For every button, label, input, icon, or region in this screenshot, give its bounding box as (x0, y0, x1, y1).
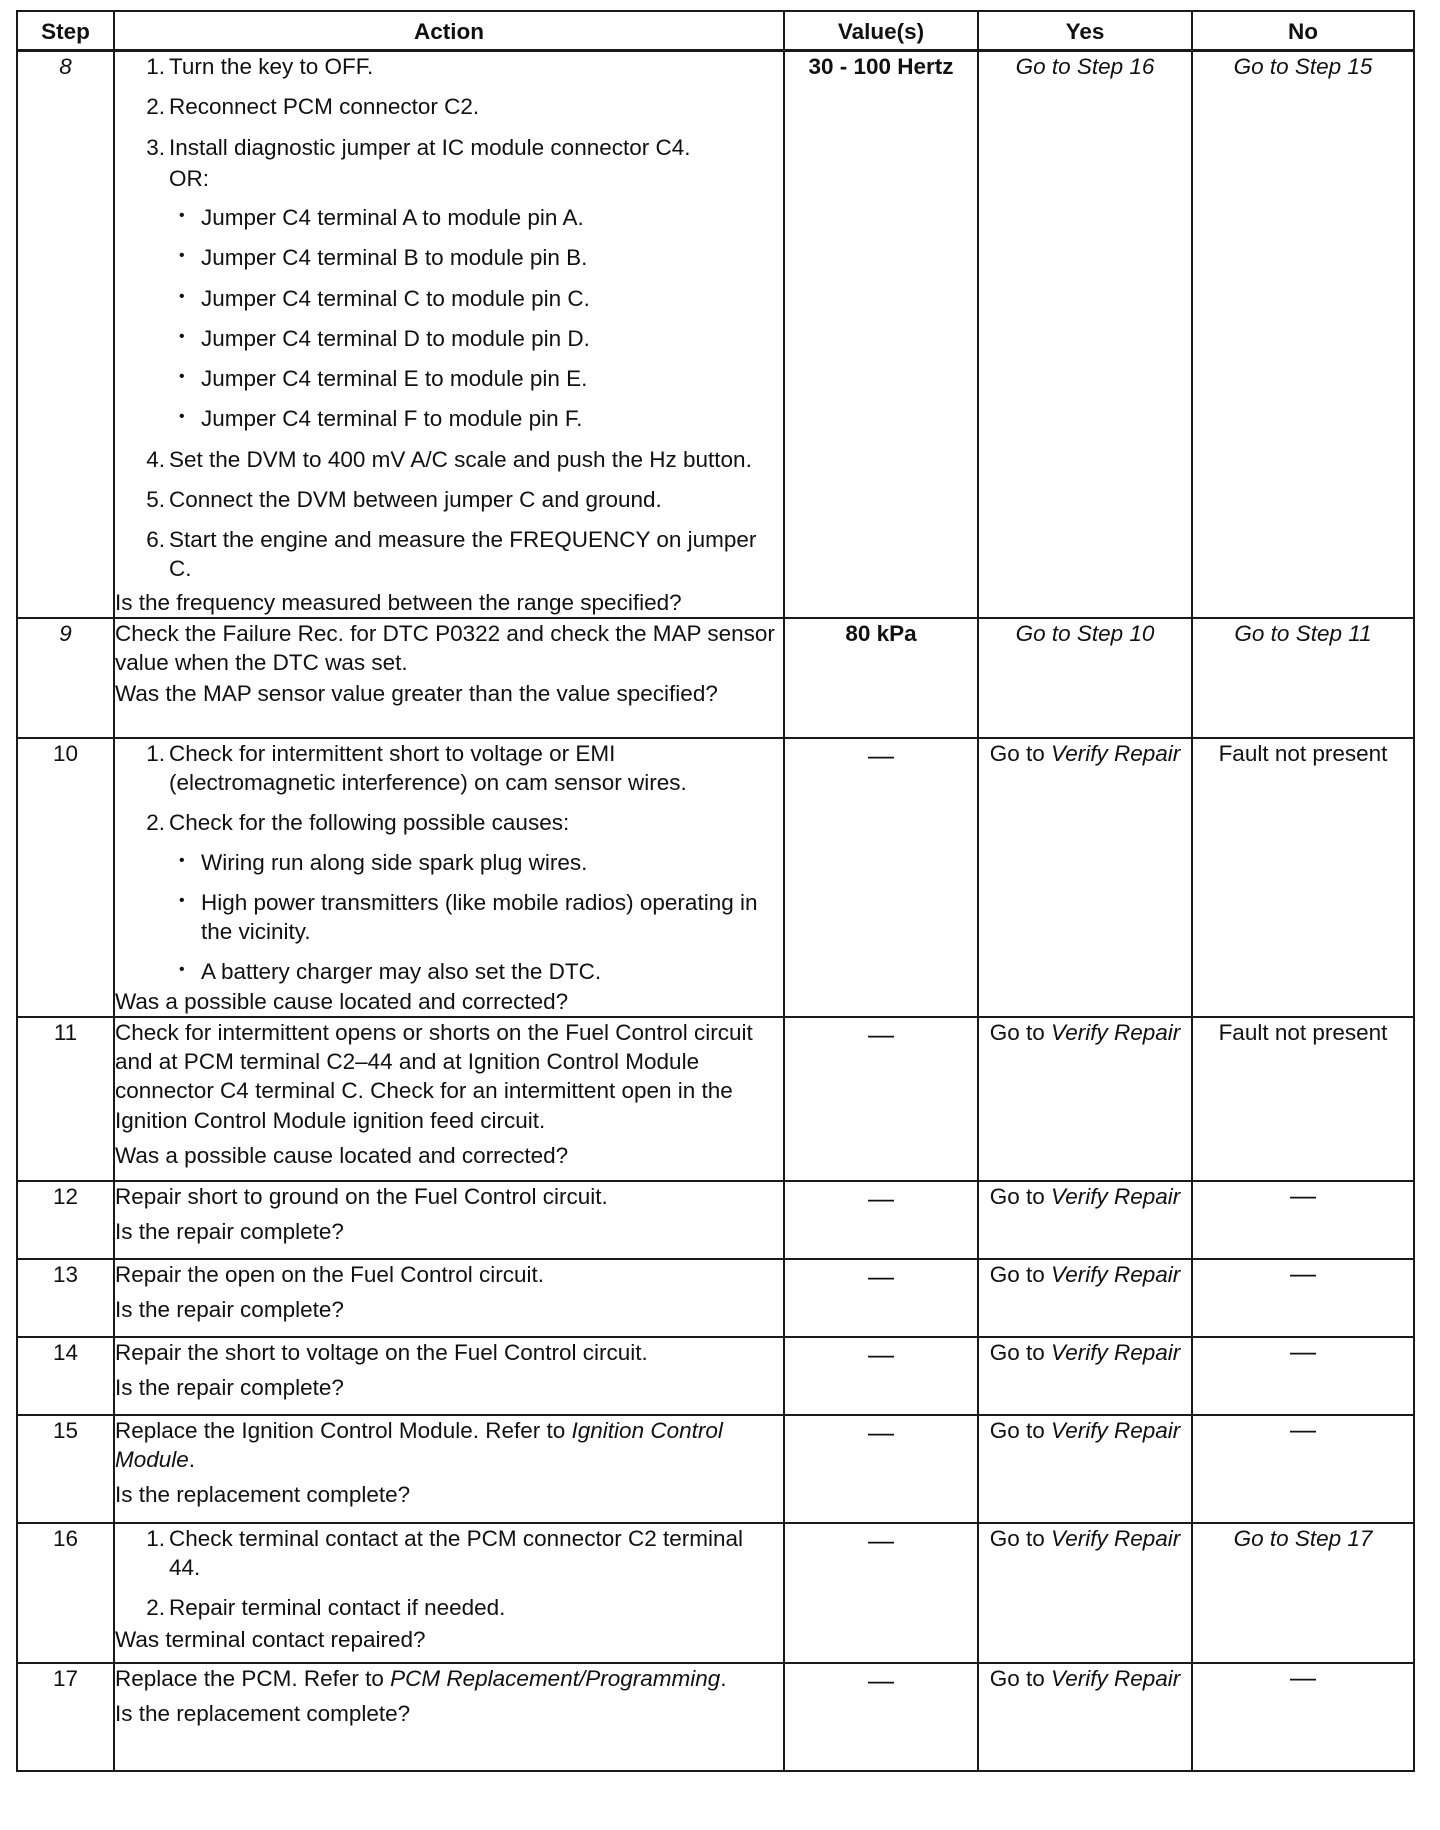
value-cell: — (784, 1017, 978, 1181)
table-body (17, 51, 1414, 1771)
pcm-replacement-programming-link[interactable]: PCM Replacement/Programming (390, 1665, 721, 1691)
step-text: Connect the DVM between jumper C and ground. (169, 486, 662, 512)
step-num: 6. (146, 527, 165, 552)
step-number: 10 (17, 738, 114, 1017)
step-num: 1. (146, 740, 165, 766)
step-num: 4. (146, 446, 165, 472)
no-cell: Fault not present (1192, 738, 1414, 1017)
action-question: Was a possible cause located and corrected? (115, 988, 569, 1014)
value-cell: — (784, 1663, 978, 1771)
action-question: Was a possible cause located and corrected? (115, 1142, 569, 1168)
step-text: Set the DVM to 400 mV A/C scale and push the Hz button. (169, 446, 752, 472)
action-question: Was terminal contact repaired? (115, 1626, 426, 1652)
bullet-item: • Jumper C4 terminal A to module pin A. (201, 203, 779, 232)
value-cell: — (784, 1415, 978, 1523)
no-cell: — (1192, 1337, 1414, 1415)
no-cell: Go to Step 17 (1192, 1523, 1414, 1663)
bullet-item: • A battery charger may also set the DTC. (201, 957, 779, 986)
action-step (146, 1524, 783, 1583)
action-cell (114, 1181, 784, 1259)
action-step (146, 525, 783, 584)
yes-cell (978, 1017, 1192, 1181)
value-cell: — (784, 1181, 978, 1259)
header-values: Value(s) (784, 11, 978, 51)
no-cell: — (1192, 1181, 1414, 1259)
value-cell: — (784, 738, 978, 1017)
step-text: Repair terminal contact if needed. (169, 1595, 506, 1621)
header-no: No (1192, 11, 1414, 51)
verify-repair-link[interactable]: Verify Repair (1051, 1183, 1181, 1209)
step-number: 13 (17, 1259, 114, 1337)
header-yes: Yes (978, 11, 1192, 51)
bullet-item: • Jumper C4 terminal F to module pin F. (201, 404, 779, 433)
step-num: 1. (146, 54, 165, 79)
bullet-item: • Jumper C4 terminal E to module pin E. (201, 364, 779, 393)
step-text: Install diagnostic jumper at IC module connector C4. (169, 134, 691, 160)
action-steps (115, 1524, 783, 1623)
step-num: 3. (146, 134, 165, 160)
header-action: Action (114, 11, 784, 51)
step-subtext: OR: (169, 165, 210, 191)
table-row-step-8 (17, 51, 1414, 618)
step-text: Turn the key to OFF. (169, 54, 374, 79)
yes-prefix: Go to (989, 1665, 1045, 1691)
yes-prefix: Go to (989, 1261, 1045, 1287)
step-number: 15 (17, 1415, 114, 1523)
bullet-item: • Jumper C4 terminal D to module pin D. (201, 324, 779, 353)
action-step (146, 92, 783, 121)
action-question: Is the repair complete? (115, 1297, 344, 1322)
table-row-step-13 (17, 1259, 1414, 1337)
step-number: 14 (17, 1337, 114, 1415)
action-step (146, 739, 783, 798)
action-text-prefix: Replace the PCM. Refer to (115, 1665, 384, 1691)
action-steps (115, 739, 783, 987)
yes-prefix: Go to (989, 1417, 1045, 1443)
no-cell: Go to Step 11 (1192, 618, 1414, 738)
ignition-control-module-link[interactable]: Ignition Control Module (115, 1417, 723, 1472)
action-cell (114, 1337, 784, 1415)
action-text-suffix: . (720, 1665, 727, 1691)
bullet-list (169, 848, 779, 987)
step-number: 9 (17, 618, 114, 738)
table-row-step-16 (17, 1523, 1414, 1663)
value-cell: — (784, 1523, 978, 1663)
step-num: 2. (146, 94, 165, 120)
header-step: Step (17, 11, 114, 51)
yes-cell (978, 1337, 1192, 1415)
no-cell: — (1192, 1259, 1414, 1337)
step-num: 1. (146, 1525, 165, 1551)
step-text: Check terminal contact at the PCM connector C2 terminal 44. (169, 1525, 743, 1580)
step-number: 11 (17, 1017, 114, 1181)
value-cell: — (784, 1337, 978, 1415)
action-question: Is the replacement complete? (115, 1482, 411, 1508)
table-row-step-12 (17, 1181, 1414, 1259)
step-number: 16 (17, 1523, 114, 1663)
verify-repair-link[interactable]: Verify Repair (1051, 1417, 1181, 1443)
step-num: 5. (146, 486, 165, 512)
diagnostic-page (16, 10, 1413, 1772)
bullet-item: • Jumper C4 terminal B to module pin B. (201, 243, 779, 272)
no-cell: — (1192, 1663, 1414, 1771)
yes-cell: Go to Step 16 (978, 51, 1192, 618)
table-row-step-9 (17, 618, 1414, 738)
value-cell: 30 - 100 Hertz (784, 51, 978, 618)
action-cell (114, 618, 784, 738)
table-row-step-15 (17, 1415, 1414, 1523)
bullet-item: • Jumper C4 terminal C to module pin C. (201, 284, 779, 313)
action-question: Was the MAP sensor value greater than the value specified? (115, 681, 718, 707)
action-cell (114, 738, 784, 1017)
action-cell (114, 51, 784, 618)
table-row-step-10 (17, 738, 1414, 1017)
yes-cell (978, 1663, 1192, 1771)
action-text: Check the Failure Rec. for DTC P0322 and check the MAP sensor value when the DTC was set. (115, 620, 775, 675)
action-question: Is the repair complete? (115, 1375, 344, 1400)
yes-prefix: Go to (989, 740, 1045, 766)
action-cell (114, 1663, 784, 1771)
yes-prefix: Go to (989, 1525, 1045, 1551)
verify-repair-link[interactable]: Verify Repair (1051, 740, 1181, 766)
step-text: Check for intermittent short to voltage or EMI (electromagnetic interference) on cam sensor wires. (169, 740, 687, 795)
action-text: Repair the short to voltage on the Fuel Control circuit. (115, 1339, 648, 1365)
action-question: Is the frequency measured between the range specified? (115, 589, 682, 615)
action-step (146, 133, 783, 434)
action-cell (114, 1259, 784, 1337)
step-text: Start the engine and measure the FREQUENCY on jumper C. (169, 527, 757, 582)
action-step (146, 52, 783, 81)
no-cell: Fault not present (1192, 1017, 1414, 1181)
yes-prefix: Go to (989, 1339, 1045, 1365)
yes-cell (978, 738, 1192, 1017)
value-cell: 80 kPa (784, 618, 978, 738)
step-num: 2. (146, 810, 165, 836)
action-step (146, 1593, 783, 1622)
yes-cell: Go to Step 10 (978, 618, 1192, 738)
yes-prefix: Go to (989, 1019, 1045, 1045)
action-text (115, 1664, 783, 1693)
step-number: 17 (17, 1663, 114, 1771)
step-text: Reconnect PCM connector C2. (169, 94, 480, 120)
action-text: Repair the open on the Fuel Control circuit. (115, 1261, 544, 1287)
verify-repair-link[interactable]: Verify Repair (1051, 1665, 1181, 1691)
verify-repair-link[interactable]: Verify Repair (1051, 1525, 1181, 1551)
action-question: Is the replacement complete? (115, 1701, 411, 1726)
step-number: 8 (17, 51, 114, 618)
action-text: Check for intermittent opens or shorts on the Fuel Control circuit and at PCM terminal C2–44 and at Ignition Control Module connector C4 terminal C. Check for an intermittent open in the Ignition Control Module ignition feed circuit. (115, 1019, 753, 1133)
header-row (17, 11, 1414, 51)
action-question: Is the repair complete? (115, 1219, 344, 1244)
action-text (115, 1416, 783, 1475)
yes-cell (978, 1523, 1192, 1663)
table-row-step-17 (17, 1663, 1414, 1771)
verify-repair-link[interactable]: Verify Repair (1051, 1261, 1181, 1287)
action-cell (114, 1523, 784, 1663)
table-row-step-11 (17, 1017, 1414, 1181)
verify-repair-link[interactable]: Verify Repair (1051, 1019, 1181, 1045)
verify-repair-link[interactable]: Verify Repair (1051, 1339, 1181, 1365)
yes-prefix: Go to (989, 1183, 1045, 1209)
step-num: 2. (146, 1595, 165, 1621)
action-text-suffix: . (188, 1447, 196, 1472)
table-row-step-14 (17, 1337, 1414, 1415)
step-text: Check for the following possible causes: (169, 810, 570, 836)
action-cell (114, 1017, 784, 1181)
table-header (17, 11, 1414, 51)
action-steps (115, 52, 783, 584)
action-text-prefix: Replace the Ignition Control Module. Refer to (115, 1417, 566, 1443)
yes-cell (978, 1415, 1192, 1523)
action-step (146, 485, 783, 514)
yes-cell (978, 1181, 1192, 1259)
diagnostic-table (16, 10, 1415, 1772)
value-cell: — (784, 1259, 978, 1337)
yes-cell (978, 1259, 1192, 1337)
bullet-item: • Wiring run along side spark plug wires. (201, 848, 779, 877)
no-cell: — (1192, 1415, 1414, 1523)
bullet-item: • High power transmitters (like mobile radios) operating in the vicinity. (201, 888, 779, 947)
action-text: Repair short to ground on the Fuel Control circuit. (115, 1183, 608, 1209)
no-cell: Go to Step 15 (1192, 51, 1414, 618)
action-step (146, 445, 783, 474)
bullet-list (169, 203, 779, 434)
action-step (146, 808, 783, 986)
action-cell (114, 1415, 784, 1523)
step-number: 12 (17, 1181, 114, 1259)
